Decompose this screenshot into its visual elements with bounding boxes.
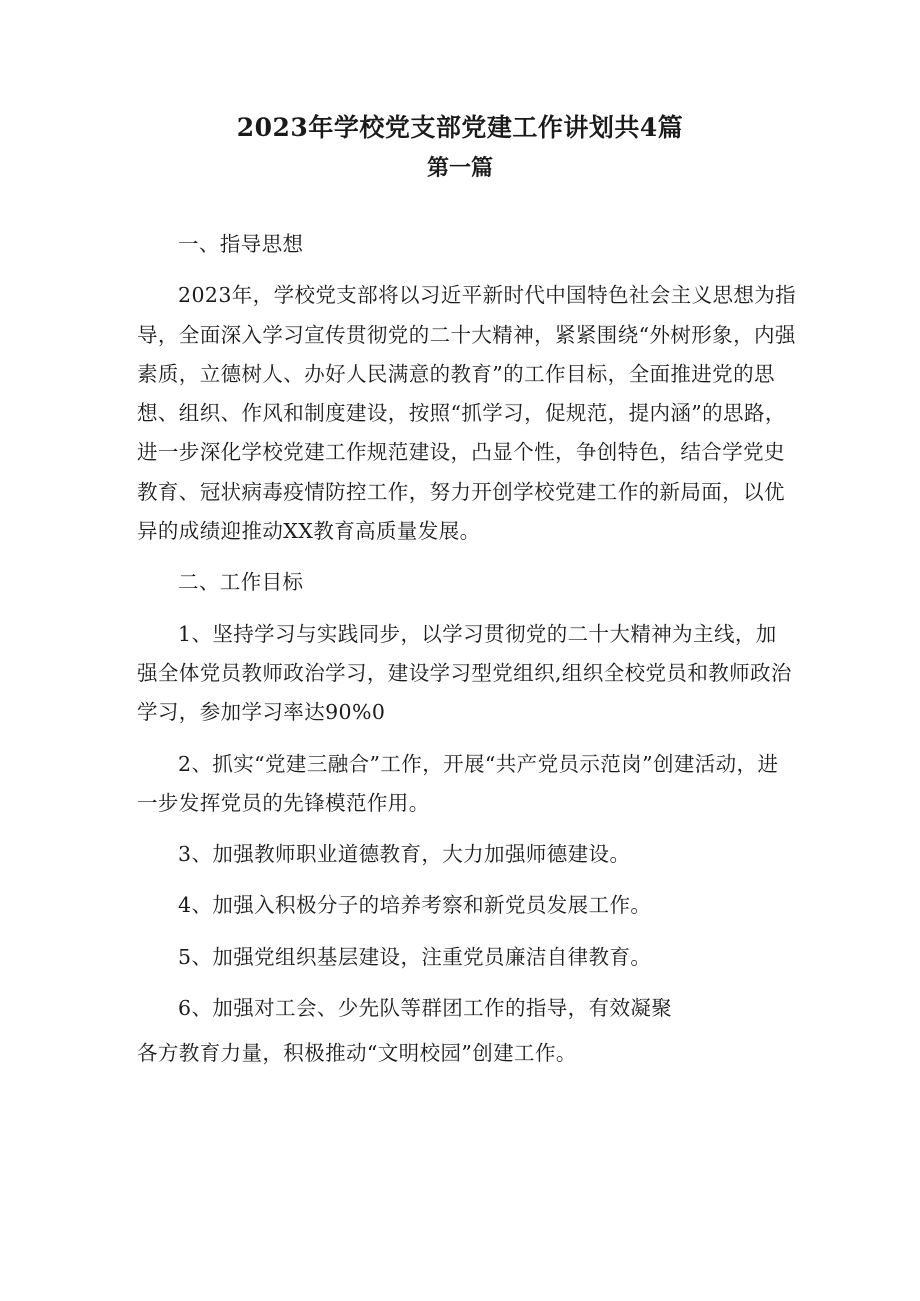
goal-item-6: 6、加强对工会、少先队等群团工作的指导，有效凝聚 — [178, 996, 673, 1021]
document-subtitle: 第一篇 — [426, 155, 493, 181]
document-title: 2023年学校党支部党建工作讲划共4篇 — [236, 113, 684, 142]
document-body — [137, 225, 797, 1074]
goal-item-4: 4、加强入积极分子的培养考察和新党员发展工作。 — [178, 893, 652, 918]
goal-item-2: 2、抓实“党建三融合”工作，开展“共产党员示范岗”创建活动，进一步发挥党员的先锋模范作用。 — [137, 751, 779, 815]
goal-item-3: 3、加强教师职业道德教育，大力加强师德建设。 — [178, 842, 631, 867]
section-heading-work-goals: 二、工作目标 — [178, 570, 304, 595]
paragraph-guiding-ideology: 2023年，学校党支部将以习近平新时代中国特色社会主义思想为指导，全面深入学习宣传贯彻党的二十大精神，紧紧围绕“外树形象，内强素质，立德树人、办好人民满意的教育”的工作目标，全面推进党的思想、组织、作风和制度建设，按照“抓学习，促规范，提内涵”的思路，进一步深化学校党建工作规范建设，凸显个性，争创特色，结合学党史教育、冠状病毒疫情防控工作，努力开创学校党建工作的新局面，以优异的成绩迎推动XX教育高质量发展。 — [137, 283, 797, 544]
goal-item-5: 5、加强党组织基层建设，注重党员廉洁自律教育。 — [178, 944, 652, 969]
section-heading-guiding-ideology: 一、指导思想 — [178, 232, 304, 256]
goal-item-6-continued: 各方教育力量，积极推动“文明校园”创建工作。 — [137, 1041, 577, 1066]
goal-item-1: 1、坚持学习与实践同步，以学习贯彻党的二十大精神为主线，加强全体党员教师政治学习，建设学习型党组织,组织全校党员和教师政治学习，参加学习率达90%0 — [137, 621, 792, 725]
